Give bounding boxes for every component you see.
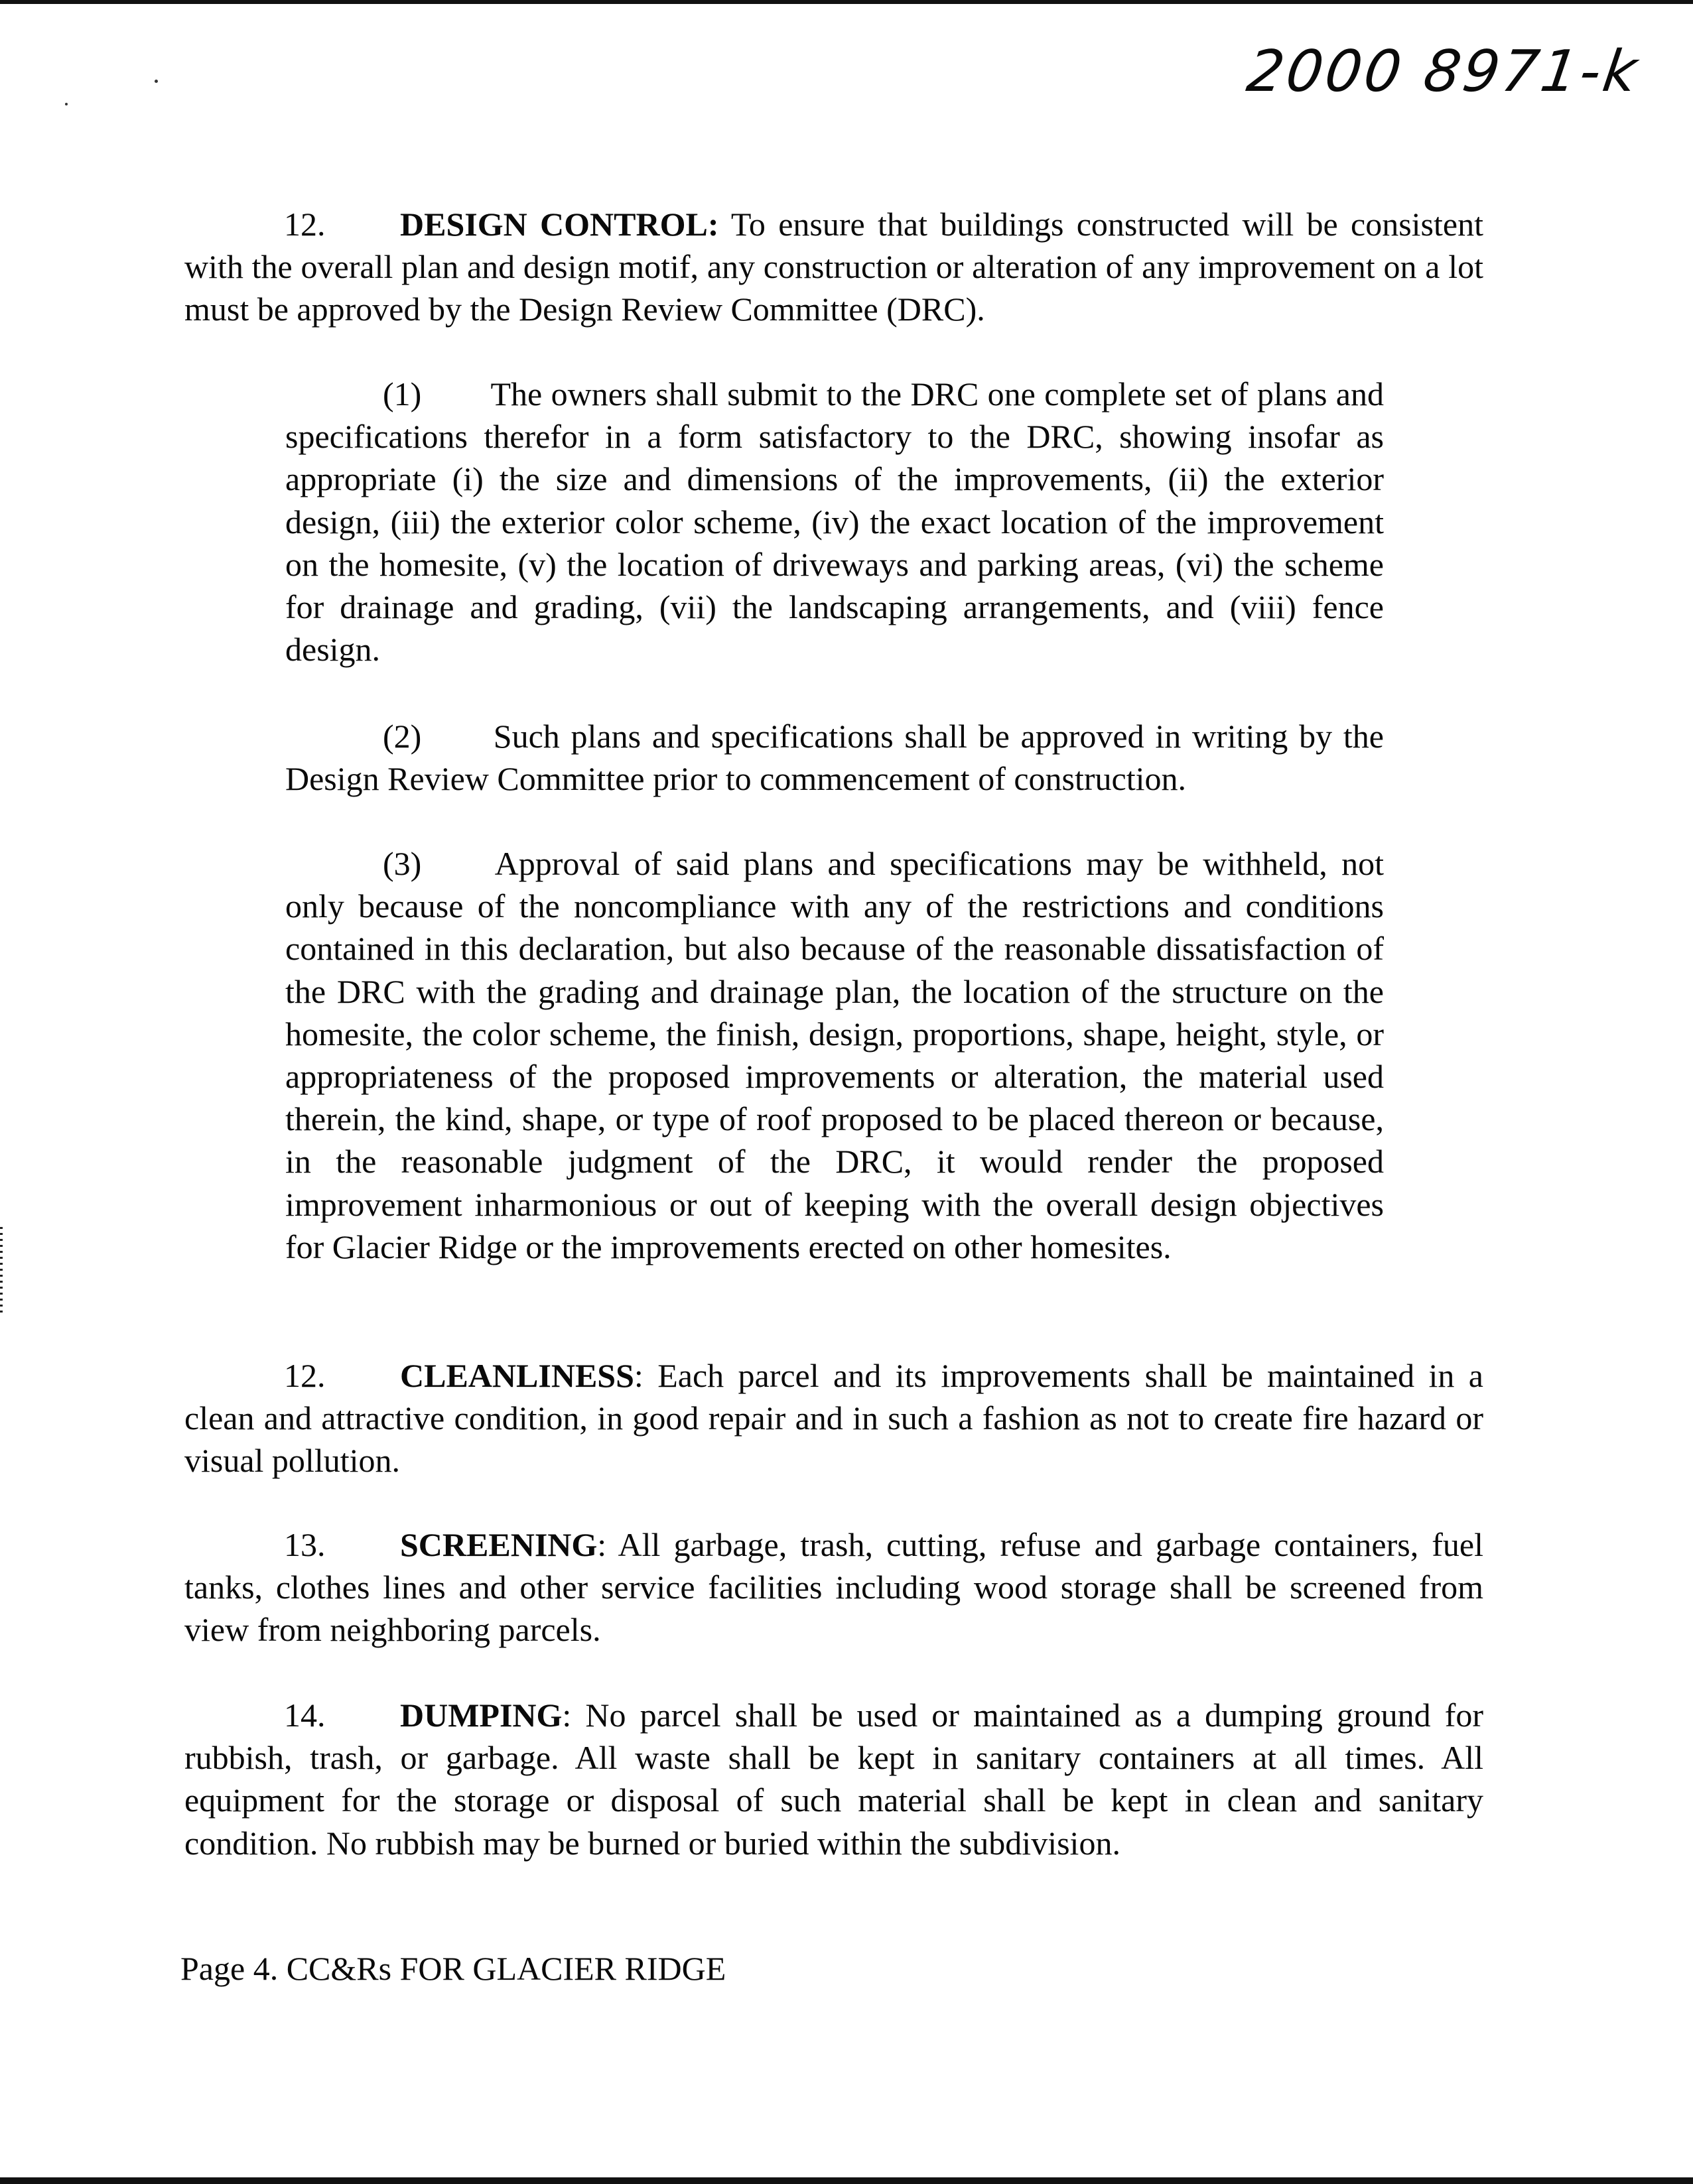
section-cleanliness: [184, 1354, 1483, 1482]
subsection-1: [285, 373, 1384, 671]
page-footer: Page 4. CC&Rs FOR GLACIER RIDGE: [180, 1950, 726, 1987]
handwritten-recording-number: 2000 8971-k: [1243, 38, 1644, 105]
section-number: 14.: [284, 1697, 326, 1734]
subsection-text: Such plans and specifications shall be approved in writing by the Design Review Committee prior to commencement of construction.: [285, 718, 1385, 798]
heading-colon: :: [707, 206, 719, 243]
section-design-control: [184, 203, 1483, 331]
subsection-text: Approval of said plans and specifications may be withheld, not only because of the noncompliance with any of the restrictions and conditions contained in this declaration, but also because of the reasonable dissatisfaction of the DRC with the grading and drainage plan, the location of the structure on the homesite, the color scheme, the finish, design, proportions, shape, height, style, or appropriateness of the proposed improvements or alteration, the material used therein, the kind, shape, or type of roof proposed to be placed thereon or because, in the reasonable judgment of the DRC, it would render the proposed improvement inharmonious or out of keeping with the overall design objectives for Glacier Ridge or the improvements erected on other homesites.: [285, 845, 1384, 1265]
heading-colon: :: [597, 1526, 607, 1563]
section-heading: CLEANLINESS: [400, 1357, 634, 1394]
subsection-3: [285, 842, 1384, 1268]
scan-top-edge: [0, 0, 1693, 4]
subsection-number: (2): [383, 718, 422, 755]
section-heading: DUMPING: [400, 1697, 563, 1734]
section-text: To ensure that buildings constructed will be consistent with the overall plan and design motif, any construction or alteration of any improvement on a lot must be approved by the Design Review Committee (DRC).: [184, 206, 1483, 328]
section-dumping: [184, 1694, 1483, 1864]
section-screening: [184, 1523, 1483, 1651]
scan-speck: [155, 80, 158, 83]
scan-bottom-edge: [0, 2177, 1693, 2184]
heading-colon: :: [562, 1697, 572, 1734]
subsection-number: (3): [383, 845, 422, 882]
section-number: 13.: [284, 1526, 326, 1563]
section-number: 12.: [284, 1357, 326, 1394]
section-text: No parcel shall be used or maintained as a dumping ground for rubbish, trash, or garbage. All waste shall be kept in sanitary containers at all times. All equipment for the storage or disposal of such material shall be kept in clean and sanitary condition. No rubbish may be burned or buried within the subdivision.: [184, 1697, 1484, 1862]
section-number: 12.: [284, 206, 326, 243]
heading-colon: :: [634, 1357, 643, 1394]
scan-speck: [65, 103, 68, 105]
subsection-text: The owners shall submit to the DRC one complete set of plans and specifications therefor in a form satisfactory to the DRC, showing insofar as appropriate (i) the size and dimensions of the improvements, (ii) the exterior design, (iii) the exterior color scheme, (iv) the exact location of the improvement on the homesite, (v) the location of driveways and parking areas, (vi) the scheme for drainage and grading, (vii) the landscaping arrangements, and (viii) fence design.: [285, 375, 1384, 669]
subsection-number: (1): [383, 375, 422, 413]
subsection-2: [285, 715, 1384, 800]
scan-edge-marks: [0, 1227, 3, 1313]
section-heading: SCREENING: [400, 1526, 598, 1563]
section-heading: DESIGN CONTROL: [400, 206, 708, 243]
section-text: Each parcel and its improvements shall be maintained in a clean and attractive condition, in good repair and in such a fashion as not to create fire hazard or visual pollution.: [184, 1357, 1483, 1480]
section-text: All garbage, trash, cutting, refuse and garbage containers, fuel tanks, clothes lines and other service facilities including wood storage shall be screened from view from neighboring parcels.: [184, 1526, 1483, 1649]
